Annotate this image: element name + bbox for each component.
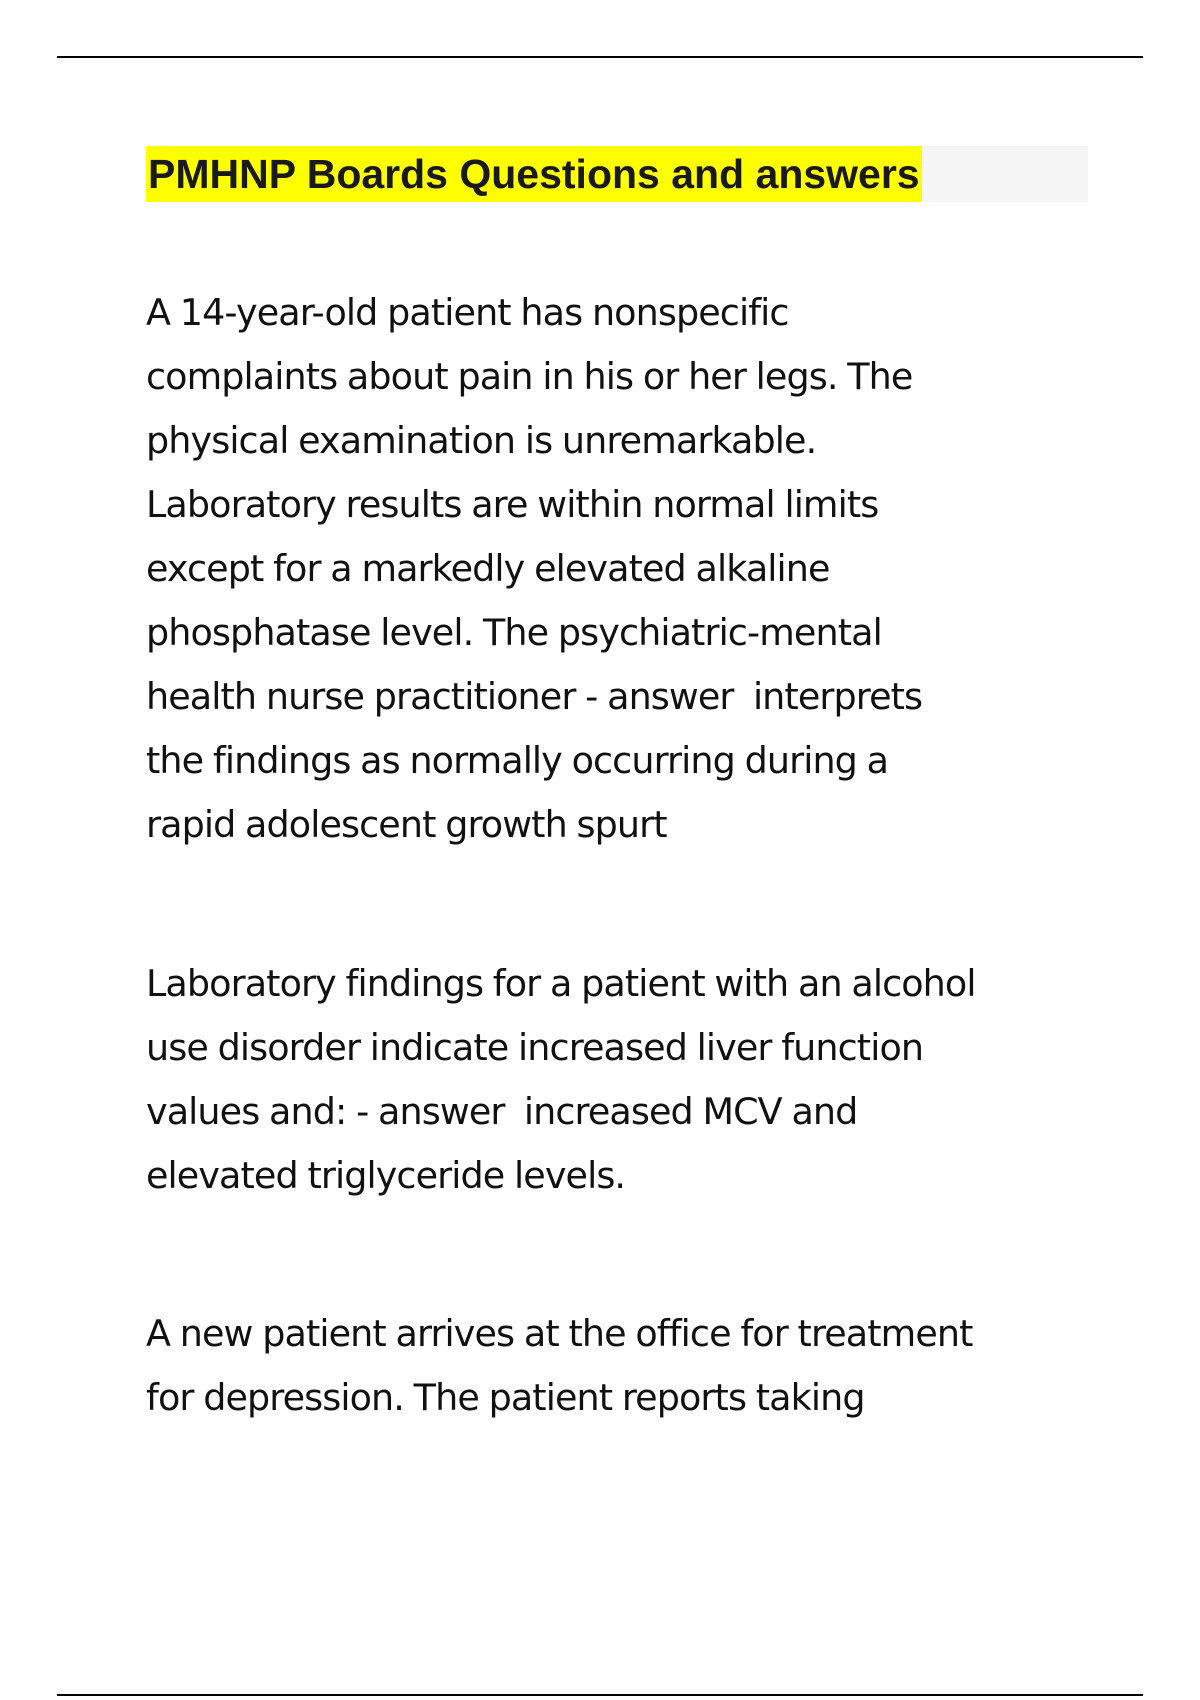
text-line: the findings as normally occurring during a [146, 739, 889, 782]
qa-paragraph [146, 1302, 1106, 1430]
bottom-rule [57, 1694, 1143, 1696]
text-line: rapid adolescent growth spurt [146, 803, 667, 846]
text-line: physical examination is unremarkable. [146, 419, 817, 462]
text-line: phosphatase level. The psychiatric-mental [146, 611, 882, 654]
text-line: Laboratory findings for a patient with an alcohol [146, 962, 976, 1005]
text-line: except for a markedly elevated alkaline [146, 547, 830, 590]
text-line: use disorder indicate increased liver function [146, 1026, 924, 1069]
top-rule [57, 56, 1143, 58]
title-block [146, 146, 1088, 202]
text-line: values and: - answer increased MCV and [146, 1090, 858, 1133]
text-line: Laboratory results are within normal limits [146, 483, 879, 526]
qa-paragraph [146, 952, 1106, 1208]
text-line: elevated triglyceride levels. [146, 1154, 626, 1197]
text-line: health nurse practitioner - answer interprets [146, 675, 923, 718]
document-title: PMHNP Boards Questions and answers [146, 146, 922, 202]
text-line: complaints about pain in his or her legs. The [146, 355, 913, 398]
qa-paragraph [146, 281, 1106, 857]
text-line: for depression. The patient reports taking [146, 1376, 865, 1419]
text-line: A new patient arrives at the office for treatment [146, 1312, 973, 1355]
text-line: A 14-year-old patient has nonspecific [146, 291, 789, 334]
